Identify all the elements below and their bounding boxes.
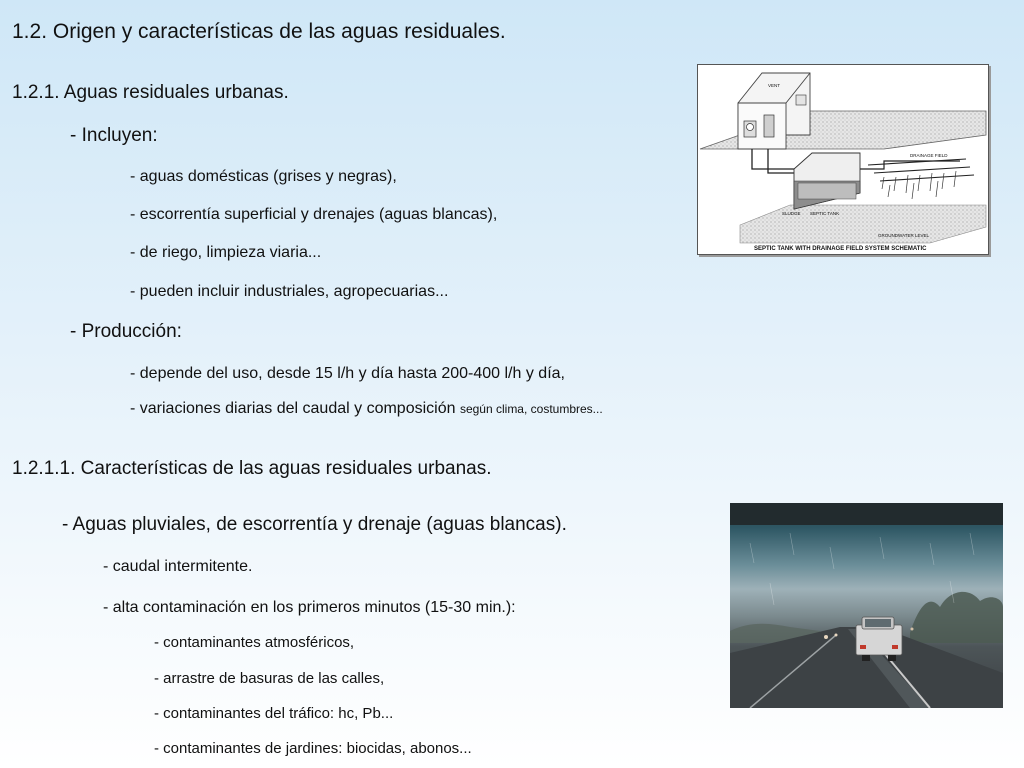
slide-title: 1.2. Origen y características de las aguas residuales. <box>12 20 506 43</box>
list-item <box>130 400 603 418</box>
list-item: - pueden incluir industriales, agropecuarias... <box>130 283 449 300</box>
pluviales-label: - Aguas pluviales, de escorrentía y drenaje (aguas blancas). <box>62 514 567 535</box>
diagram-label-drainage: DRAINAGE FIELD <box>910 153 948 158</box>
list-item: - escorrentía superficial y drenajes (aguas blancas), <box>130 206 498 223</box>
rainy-road-photo <box>730 503 1003 708</box>
list-item: - contaminantes del tráfico: hc, Pb... <box>154 705 394 722</box>
variaciones-note: según clima, costumbres... <box>459 402 603 416</box>
list-item: - aguas domésticas (grises y negras), <box>130 168 397 185</box>
septic-diagram-drawing <box>698 65 988 254</box>
diagram-label-groundwater: GROUNDWATER LEVEL <box>878 233 930 238</box>
list-item: - contaminantes de jardines: biocidas, abonos... <box>154 740 472 757</box>
list-item: - alta contaminación en los primeros minutos (15-30 min.): <box>103 599 516 616</box>
variaciones-text: - variaciones diarias del caudal y composición <box>130 400 456 417</box>
list-item: - arrastre de basuras de las calles, <box>154 670 385 687</box>
incluyen-label: - Incluyen: <box>70 125 158 146</box>
list-item: - contaminantes atmosféricos, <box>154 634 355 651</box>
list-item: - depende del uso, desde 15 l/h y día hasta 200-400 l/h y día, <box>130 365 565 382</box>
diagram-label-septic-tank: SEPTIC TANK <box>810 211 840 216</box>
section-heading-1-2-1-1: 1.2.1.1. Características de las aguas residuales urbanas. <box>12 458 492 479</box>
produccion-label: - Producción: <box>70 321 182 342</box>
rainy-road-drawing <box>730 503 1003 708</box>
septic-tank-diagram <box>697 64 989 255</box>
list-item: - de riego, limpieza viaria... <box>130 244 322 261</box>
diagram-label-vent: VENT <box>768 83 781 88</box>
list-item: - caudal intermitente. <box>103 558 253 575</box>
diagram-caption: SEPTIC TANK WITH DRAINAGE FIELD SYSTEM SCHEMATIC <box>754 246 927 252</box>
section-heading-1-2-1: 1.2.1. Aguas residuales urbanas. <box>12 82 289 103</box>
diagram-label-sludge: SLUDGE <box>782 211 801 216</box>
